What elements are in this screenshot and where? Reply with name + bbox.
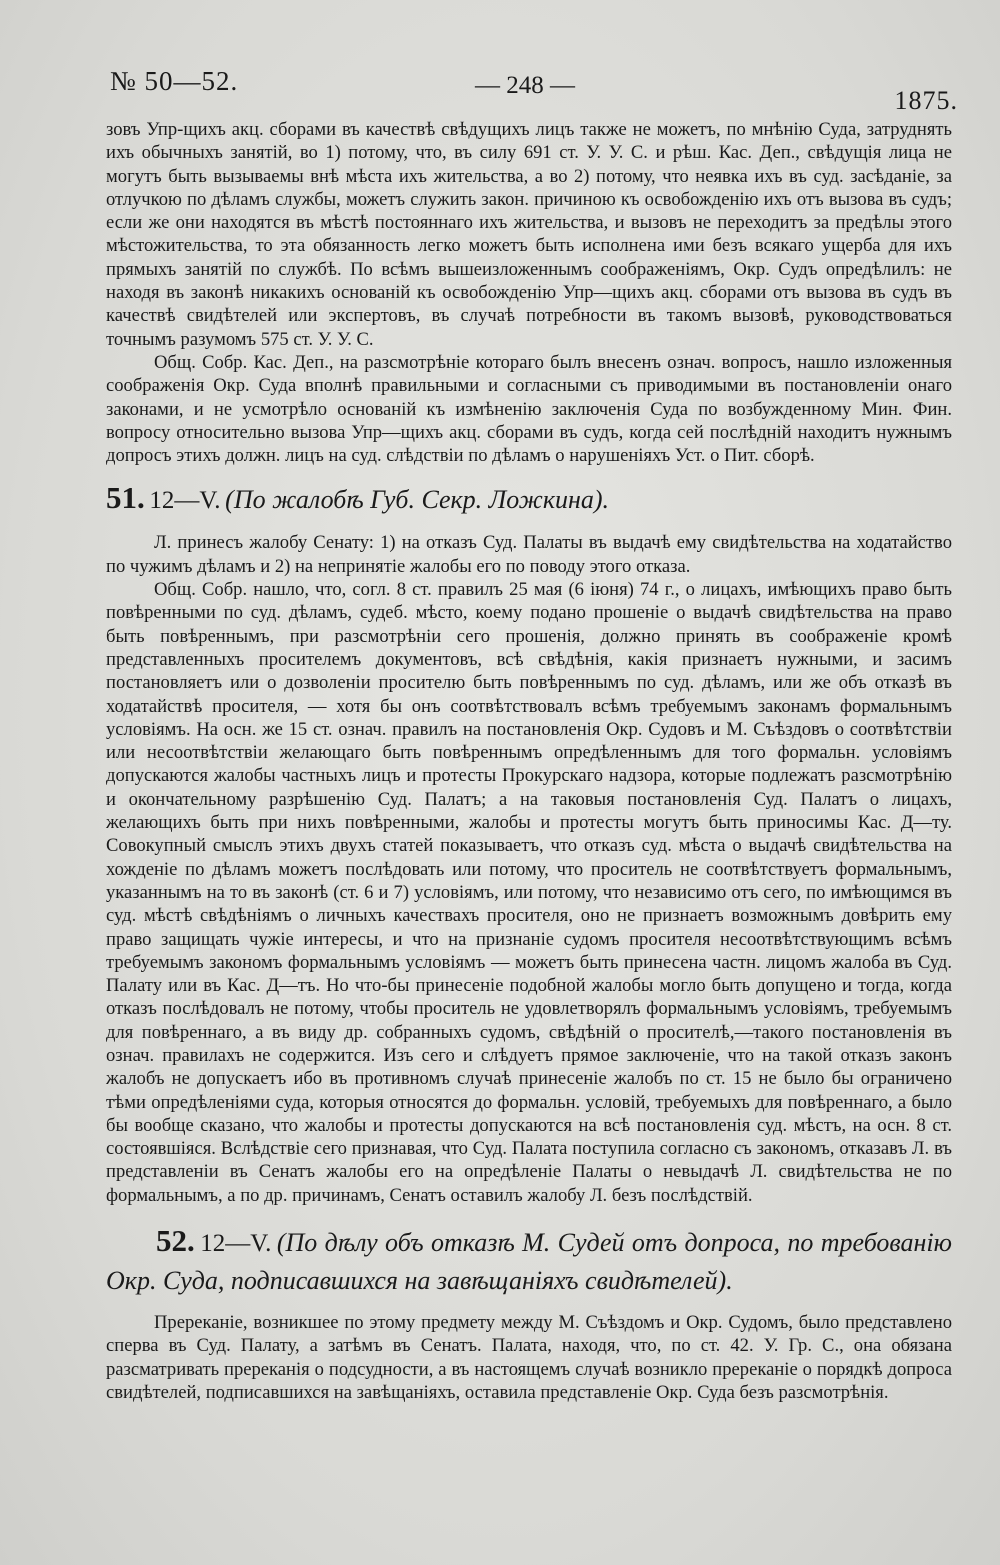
section-number: 51.	[106, 480, 145, 516]
issue-numbers: № 50—52.	[110, 66, 239, 96]
section-50-continuation: зовъ Упр-щихъ акц. сборами въ качествѣ свѣдущихъ лицъ также не можетъ, по мнѣнію Суда, затруднять ихъ обычныхъ занятій, во 1) потому, что, въ силу 691 ст. У. У. С. и рѣш. Кас. Деп., свѣдущія лица не могутъ быть вызываемы внѣ мѣста ихъ жительства, а во 2) потому, что неявка ихъ въ суд. засѣданіе, за отлучкою по дѣламъ службы, можетъ служить закон. причиною къ освобожденію ихъ отъ вызова въ судъ; если же они находятся въ мѣстѣ постояннаго ихъ жительства, и вызовъ не переходитъ за предѣлы этого мѣстожительства, то эта обязанность легко можетъ быть исполнена ими безъ всякаго ущерба для ихъ прямыхъ занятій по службѣ. По всѣмъ вышеизложеннымъ соображеніямъ, Окр. Судъ опредѣлилъ: не находя въ законѣ никакихъ основаній къ освобожденію Упр—щихъ акц. сборами отъ вызова въ судъ въ качествѣ свидѣтелей или экспертовъ, въ случаѣ потребности въ такомъ вызовѣ, руководствоваться точнымъ разумомъ 575 ст. У. У. С.	[106, 119, 952, 350]
page-header	[0, 62, 1000, 115]
section-52-paragraph: Пререканіе, возникшее по этому предмету между М. Съѣздомъ и Окр. Судомъ, было представлено сперва въ Суд. Палату, а затѣмъ въ Сенатъ. Палата, находя, что, по ст. 42. У. Гр. С., она обязана разсматривать пререканія о подсудности, а въ настоящемъ случаѣ возникло пререканіе о порядкѣ допроса свидѣтелей, подписавшихся на завѣщаніяхъ, оставила представленіе Окр. Суда безъ разсмотрѣнія.	[106, 1312, 952, 1403]
section-50-paragraph: Общ. Собр. Кас. Деп., на разсмотрѣніе котораго былъ внесенъ означ. вопросъ, нашло изложенныя соображенія Окр. Суда вполнѣ правильными и согласными съ приводимыми въ постановленіи онаго законами, и не усмотрѣло основаній къ измѣненію заключенія Суда по возбужденному Мин. Фин. вопросу относительно вызова Упр—щихъ акц. сборами въ судъ, когда сей послѣдній находитъ нужнымъ допросъ этихъ должн. лицъ на суд. слѣдствіи по дѣламъ о нарушеніяхъ Уст. о Пит. сборѣ.	[106, 351, 952, 467]
section-51-heading	[106, 481, 952, 520]
section-title: (По дѣлу объ отказѣ М. Судей отъ допроса, по требованію Окр. Суда, подписавшихся на завѣщаніяхъ свидѣтелей).	[106, 1228, 952, 1296]
year: 1875.	[894, 86, 958, 115]
page-number: — 248 —	[475, 72, 575, 99]
section-number: 52.	[156, 1223, 195, 1259]
page-body	[106, 118, 952, 1404]
section-51-paragraph: Общ. Собр. нашло, что, согл. 8 ст. правилъ 25 мая (6 іюня) 74 г., о лицахъ, имѣющихъ право быть повѣренными по суд. дѣламъ, судеб. мѣсто, коему подано прошеніе о выдачѣ свидѣтельства на право быть повѣреннымъ, при разсмотрѣніи сего прошенія, должно принять въ соображеніе кромѣ представленныхъ просителемъ документовъ, всѣ свѣдѣнія, какія признаетъ нужными, и засимъ постановляетъ или о дозволеніи просителю быть повѣреннымъ по суд. дѣламъ, или же объ отказѣ въ ходатайствѣ просителя, — хотя бы онъ соотвѣтствовалъ всѣмъ требуемымъ законамъ формальнымъ условіямъ. На осн. же 15 ст. означ. правилъ на постановленія Окр. Судовъ и М. Съѣздовъ о соотвѣтствіи или несоотвѣтствіи желающаго быть повѣреннымъ опредѣленнымъ для того формальн. условіямъ допускаются жалобы частныхъ лицъ и протесты Прокурскаго надзора, которые подлежатъ разсмотрѣнію и окончательному разрѣшенію Суд. Палатъ; а на таковыя постановленія Суд. Палатъ о лицахъ, желающихъ быть при нихъ повѣренными, жалобы и протесты могутъ быть приносимы Кас. Д—ту. Совокупный смыслъ этихъ двухъ статей показываетъ, что отказъ суд. мѣста о выдачѣ свидѣтельства на хожденіе по дѣламъ можетъ послѣдовать или потому, что проситель не соотвѣтствуетъ формальнымъ, указаннымъ на то въ законѣ (ст. 6 и 7) условіямъ, или потому, что независимо отъ сего, по имѣющимся въ суд. мѣстѣ свѣдѣніямъ о личныхъ качествахъ просителя, оно не признаетъ возможнымъ довѣрить ему право защищать чужіе интересы, и что на признаніе судомъ просителя несоотвѣтствующимъ всѣмъ требуемымъ закономъ формальнымъ условіямъ — можетъ быть принесена частн. лицомъ жалоба въ Суд. Палату или въ Кас. Д—тъ. Но что-бы принесеніе подобной жалобы могло быть допущено и тогда, когда отказъ послѣдовалъ не потому, чтобы проситель не удовлетворялъ формальнымъ условіямъ, требуемымъ для повѣреннаго, а въ виду др. собранныхъ судомъ, свѣдѣній о просителѣ,—такого постановленія въ означ. правилахъ не содержится. Изъ сего и слѣдуетъ прямое заключеніе, что на такой отказъ законъ жалобъ не допускаетъ ибо въ противномъ случаѣ принесеніе жалобъ по ст. 15 не было бы ограничено тѣми опредѣленіями суда, которыя относятся до формальн. условій, требуемыхъ для повѣреннаго, а было бы вообще сказано, что жалобы и протесты допускаются на всѣ постановленія суд. мѣстъ, на осн. 8 ст. состоявшіяся. Вслѣдствіе сего признавая, что Суд. Палата поступила согласно съ закономъ, отказавъ Л. въ представленіи въ Сенатъ жалобы его на опредѣленіе Палаты о невыдачѣ Л. свидѣтельства не по формальнымъ, а по др. причинамъ, Сенатъ оставилъ жалобу Л. безъ послѣдствій.	[106, 579, 952, 1206]
section-52-heading	[106, 1223, 952, 1301]
section-date: 12—V.	[200, 1230, 272, 1258]
section-date: 12—V.	[149, 487, 221, 515]
section-title: (По жалобѣ Губ. Секр. Ложкина).	[225, 485, 610, 515]
section-51-paragraph: Л. принесъ жалобу Сенату: 1) на отказъ Суд. Палаты въ выдачѣ ему свидѣтельства на ходатайство по чужимъ дѣламъ и 2) на непринятіе жалобы его по поводу этого отказа.	[106, 532, 952, 577]
